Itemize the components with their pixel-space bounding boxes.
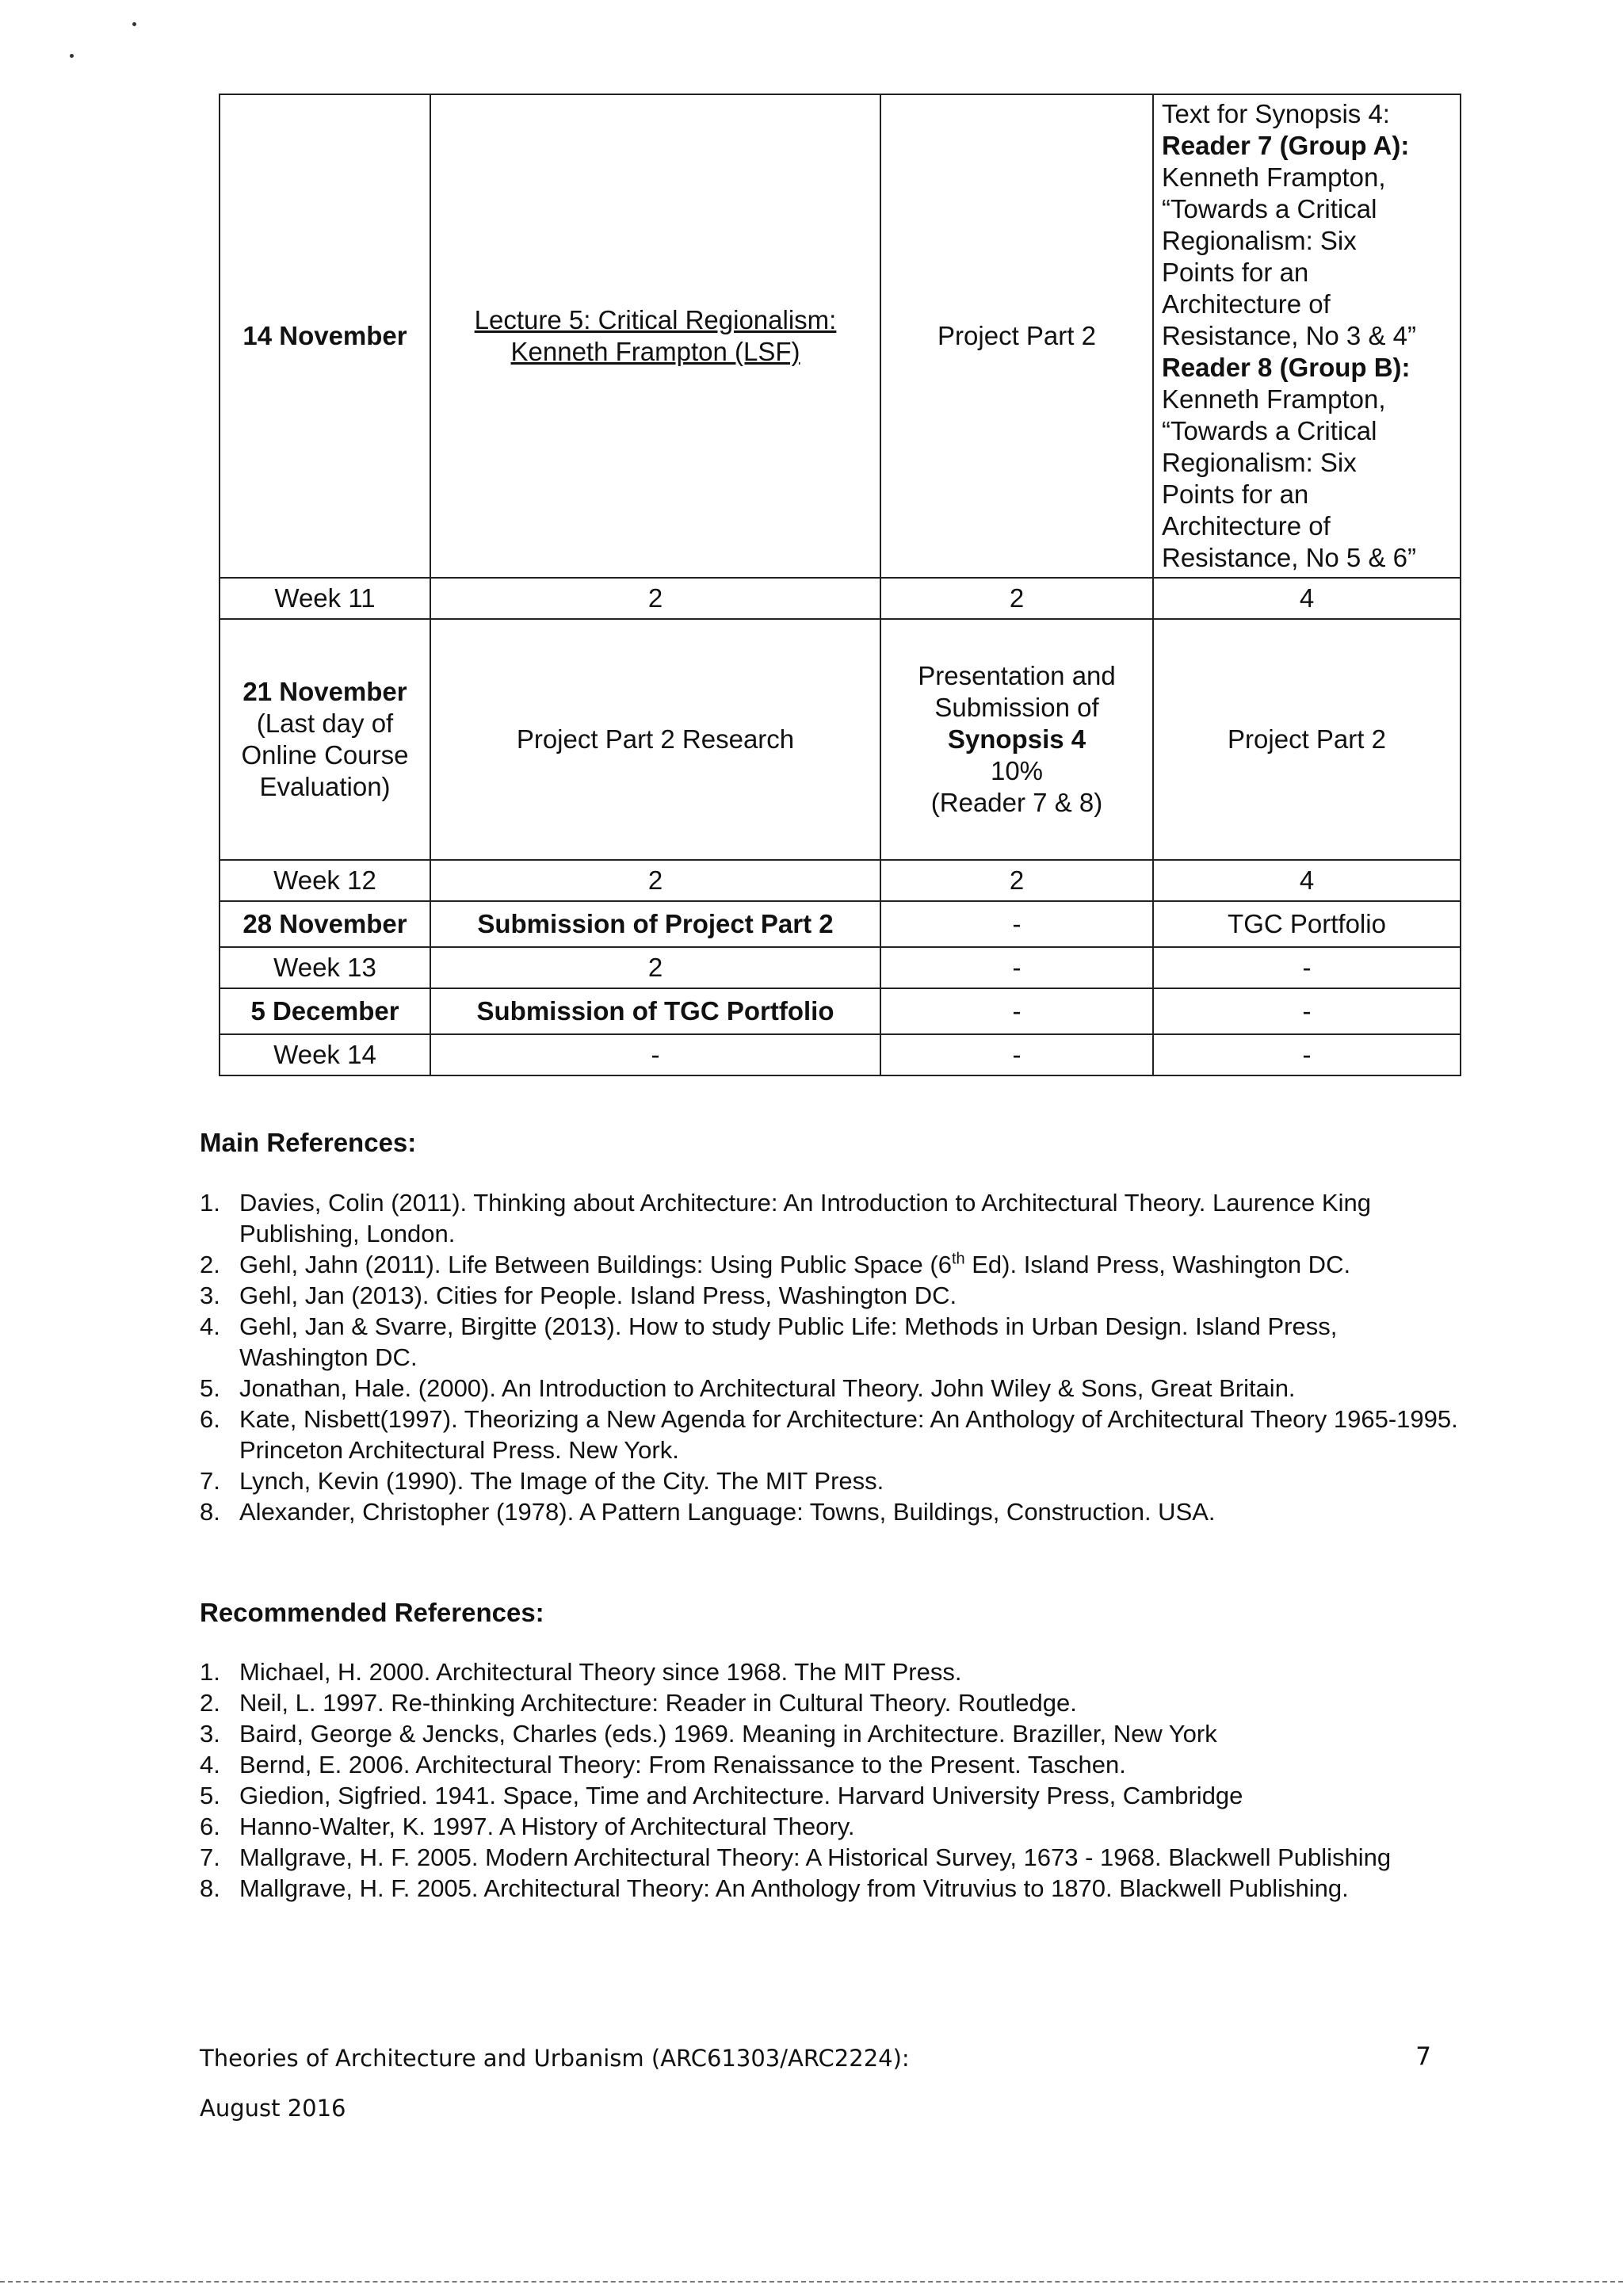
table-row <box>220 988 1461 1034</box>
readings-cell: TGC Portfolio <box>1153 901 1461 947</box>
reference-text: Davies, Colin (2011). Thinking about Architecture: An Introduction to Architectural Theory. Laurence King Publishing, London. <box>239 1189 1371 1247</box>
reading-line: Kenneth Frampton, <box>1162 384 1386 414</box>
reading-line: Points for an <box>1162 258 1309 287</box>
reading-line: Kenneth Frampton, <box>1162 162 1386 192</box>
reading-line: Points for an <box>1162 479 1309 509</box>
week-label: Week 14 <box>220 1034 430 1075</box>
table-row <box>220 619 1461 860</box>
reading-line: “Towards a Critical <box>1162 416 1377 445</box>
lecture-cell: Submission of TGC Portfolio <box>430 988 880 1034</box>
reading-line: “Towards a Critical <box>1162 194 1377 223</box>
reading-intro: Text for Synopsis 4: <box>1162 99 1390 128</box>
hours-cell: - <box>1153 947 1461 988</box>
item-number: 8. <box>200 1498 220 1526</box>
page-number: 7 <box>1415 2042 1431 2071</box>
footer-date: August 2016 <box>200 2095 346 2122</box>
activity-cell: - <box>880 988 1153 1034</box>
reading-line: Regionalism: Six <box>1162 448 1357 477</box>
reference-text: Gehl, Jan & Svarre, Birgitte (2013). How to study Public Life: Methods in Urban Design. Island Press, Washington DC. <box>239 1312 1338 1371</box>
footer-course-title: Theories of Architecture and Urbanism (ARC61303/ARC2224): <box>200 2045 910 2072</box>
reading-line: Resistance, No 5 & 6” <box>1162 543 1416 572</box>
list-item <box>200 1656 1468 1687</box>
hours-cell: 2 <box>880 578 1153 619</box>
superscript: th <box>951 1250 965 1268</box>
reading-line: Architecture of <box>1162 289 1331 319</box>
week-label: Week 12 <box>220 860 430 901</box>
table-row <box>220 1034 1461 1075</box>
item-number: 2. <box>200 1251 220 1278</box>
activity-line: Submission of <box>934 693 1099 722</box>
schedule-table <box>219 94 1461 1076</box>
hours-cell: 2 <box>430 860 880 901</box>
date-cell: 14 November <box>220 94 430 578</box>
reference-text: Mallgrave, H. F. 2005. Architectural Theory: An Anthology from Vitruvius to 1870. Blackwell Publishing. <box>239 1874 1349 1902</box>
item-number: 7. <box>200 1843 220 1871</box>
list-item <box>200 1842 1468 1873</box>
item-number: 4. <box>200 1312 220 1340</box>
item-number: 2. <box>200 1689 220 1717</box>
scan-speck <box>132 22 136 26</box>
reading-line: Architecture of <box>1162 511 1331 541</box>
activity-line: Synopsis 4 <box>947 724 1086 754</box>
list-item <box>200 1280 1468 1311</box>
scan-edge-line <box>0 2281 1623 2283</box>
list-item <box>200 1873 1468 1904</box>
item-number: 5. <box>200 1374 220 1402</box>
reference-text: Alexander, Christopher (1978). A Pattern Language: Towns, Buildings, Construction. USA. <box>239 1498 1216 1526</box>
reference-text: Gehl, Jan (2013). Cities for People. Island Press, Washington DC. <box>239 1282 957 1309</box>
list-item <box>200 1249 1468 1280</box>
list-item <box>200 1718 1468 1749</box>
lecture-cell <box>430 94 880 578</box>
date-cell <box>220 619 430 860</box>
item-number: 6. <box>200 1813 220 1840</box>
week-label: Week 11 <box>220 578 430 619</box>
list-item <box>200 1404 1468 1465</box>
reader-heading: Reader 7 (Group A): <box>1162 131 1410 160</box>
item-number: 5. <box>200 1782 220 1809</box>
table-row <box>220 901 1461 947</box>
list-item <box>200 1811 1468 1842</box>
table-row <box>220 94 1461 578</box>
reference-text: Kate, Nisbett(1997). Theorizing a New Agenda for Architecture: An Anthology of Architectural Theory 1965-1995. Princeton Architectural Press. New York. <box>239 1405 1458 1464</box>
item-number: 6. <box>200 1405 220 1433</box>
lecture-cell: Submission of Project Part 2 <box>430 901 880 947</box>
activity-cell: Project Part 2 <box>880 94 1153 578</box>
date-note-line: Evaluation) <box>259 772 391 801</box>
list-item <box>200 1465 1468 1496</box>
hours-cell: 4 <box>1153 578 1461 619</box>
table-row <box>220 947 1461 988</box>
reader-heading: Reader 8 (Group B): <box>1162 353 1411 382</box>
lecture-title-line: Lecture 5: Critical Regionalism: <box>474 305 837 334</box>
reference-text: Michael, H. 2000. Architectural Theory since 1968. The MIT Press. <box>239 1658 962 1686</box>
hours-cell: - <box>880 1034 1153 1075</box>
lecture-cell: Project Part 2 Research <box>430 619 880 860</box>
readings-cell: Project Part 2 <box>1153 619 1461 860</box>
main-references-heading: Main References: <box>200 1128 417 1157</box>
reference-text: Ed). Island Press, Washington DC. <box>964 1251 1351 1278</box>
reference-text: Jonathan, Hale. (2000). An Introduction to Architectural Theory. John Wiley & Sons, Great Britain. <box>239 1374 1296 1402</box>
lecture-title-line: Kenneth Frampton (LSF) <box>510 337 800 366</box>
list-item <box>200 1373 1468 1404</box>
activity-cell: - <box>880 901 1153 947</box>
date-note-line: (Last day of <box>256 709 394 738</box>
list-item <box>200 1496 1468 1527</box>
item-number: 3. <box>200 1282 220 1309</box>
hours-cell: 4 <box>1153 860 1461 901</box>
list-item <box>200 1749 1468 1780</box>
reference-text: Giedion, Sigfried. 1941. Space, Time and Architecture. Harvard University Press, Cambridge <box>239 1782 1243 1809</box>
reference-text: Baird, George & Jencks, Charles (eds.) 1969. Meaning in Architecture. Braziller, New York <box>239 1720 1217 1748</box>
list-item <box>200 1780 1468 1811</box>
hours-cell: 2 <box>430 947 880 988</box>
activity-line: (Reader 7 & 8) <box>930 788 1103 817</box>
item-number: 4. <box>200 1751 220 1778</box>
reference-text: Hanno-Walter, K. 1997. A History of Architectural Theory. <box>239 1813 855 1840</box>
recommended-references-heading: Recommended References: <box>200 1598 544 1627</box>
recommended-references-list <box>200 1656 1468 1904</box>
item-number: 8. <box>200 1874 220 1902</box>
readings-cell <box>1153 94 1461 578</box>
reference-text: Gehl, Jahn (2011). Life Between Buildings: Using Public Space (6 <box>239 1251 952 1278</box>
scan-speck <box>70 54 74 58</box>
reference-text: Mallgrave, H. F. 2005. Modern Architectural Theory: A Historical Survey, 1673 - 1968. Blackwell Publishing <box>239 1843 1392 1871</box>
date-cell: 5 December <box>220 988 430 1034</box>
hours-cell: 2 <box>880 860 1153 901</box>
table-row <box>220 578 1461 619</box>
activity-line: 10% <box>990 756 1044 785</box>
hours-cell: - <box>430 1034 880 1075</box>
date-note-line: Online Course <box>241 740 409 770</box>
item-number: 1. <box>200 1658 220 1686</box>
date-text: 21 November <box>242 677 407 706</box>
item-number: 1. <box>200 1189 220 1217</box>
hours-cell: - <box>880 947 1153 988</box>
activity-line: Presentation and <box>918 661 1116 690</box>
reading-line: Resistance, No 3 & 4” <box>1162 321 1416 350</box>
main-references-list <box>200 1187 1468 1527</box>
reference-text: Bernd, E. 2006. Architectural Theory: From Renaissance to the Present. Taschen. <box>239 1751 1126 1778</box>
hours-cell: - <box>1153 1034 1461 1075</box>
reading-line: Regionalism: Six <box>1162 226 1357 255</box>
table-row <box>220 860 1461 901</box>
list-item <box>200 1687 1468 1718</box>
reference-text: Neil, L. 1997. Re-thinking Architecture: Reader in Cultural Theory. Routledge. <box>239 1689 1077 1717</box>
week-label: Week 13 <box>220 947 430 988</box>
item-number: 7. <box>200 1467 220 1495</box>
date-cell: 28 November <box>220 901 430 947</box>
hours-cell: 2 <box>430 578 880 619</box>
reference-text: Lynch, Kevin (1990). The Image of the City. The MIT Press. <box>239 1467 884 1495</box>
item-number: 3. <box>200 1720 220 1748</box>
list-item <box>200 1187 1468 1249</box>
list-item <box>200 1311 1468 1373</box>
activity-cell <box>880 619 1153 860</box>
readings-cell: - <box>1153 988 1461 1034</box>
